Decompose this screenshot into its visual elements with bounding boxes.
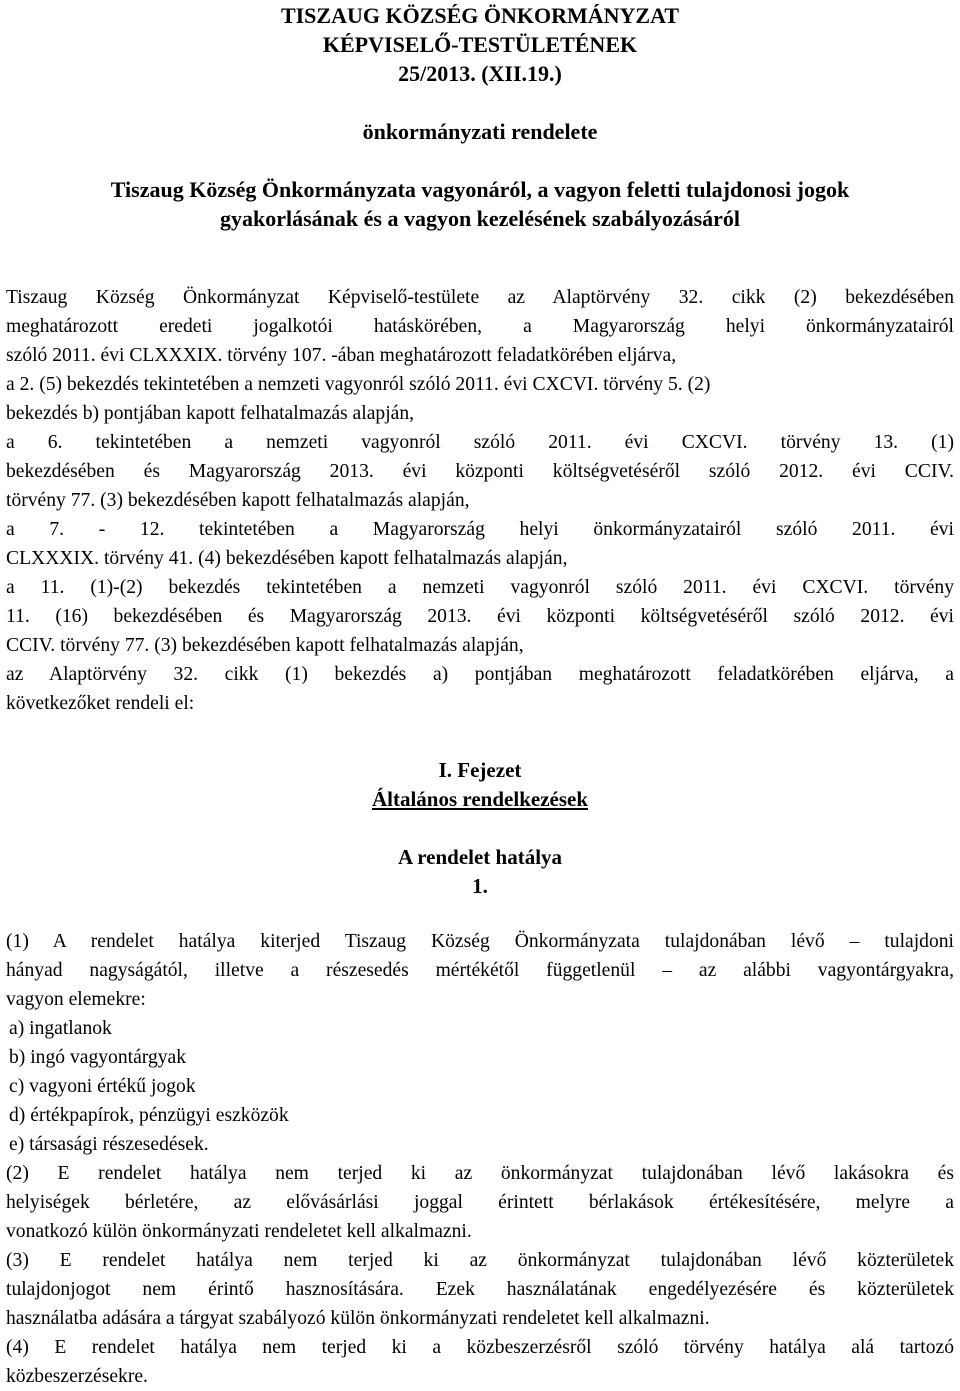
body-line: vagyon elemekre: [6,989,146,1010]
body-line: tulajdonjogot nem érintő hasznosítására. Ezek használatának engedélyezésére és közterületek [6,1279,954,1300]
body-line: (4) E rendelet hatálya nem terjed ki a közbeszerzésről szóló törvény hatálya alá tartozó [6,1337,954,1358]
subject-line-2: gyakorlásának és a vagyon kezelésének szabályozásáról [219,206,741,231]
list-item: d) értékpapírok, pénzügyi eszközök [9,1105,289,1126]
section-body [6,927,954,1391]
preamble-line: CLXXXIX. törvény 41. (4) bekezdésében kapott felhatalmazás alapján, [6,548,568,569]
list-item: c) vagyoni értékű jogok [9,1076,196,1097]
body-line: közbeszerzésekre. [6,1366,148,1387]
decree-number: 25/2013. (XII.19.) [398,61,562,86]
list-item: b) ingó vagyontárgyak [9,1047,187,1068]
preamble-line: a 6. tekintetében a nemzeti vagyonról szóló 2011. évi CXCVI. törvény 13. (1) [6,432,954,453]
chapter-number: I. Fejezet [438,758,522,782]
section-number: 1. [472,874,488,898]
preamble-line: a 2. (5) bekezdés tekintetében a nemzeti vagyonról szóló 2011. évi CXCVI. törvény 5. (2) [6,374,711,395]
body-line: hányad nagyságától, illetve a részesedés mértékétől függetlenül – az alábbi vagyontárgyakra, [6,960,954,981]
body-line: vonatkozó külön önkormányzati rendeletet kell alkalmazni. [6,1221,472,1242]
preamble-line: Tiszaug Község Önkormányzat Képviselő-testülete az Alaptörvény 32. cikk (2) bekezdésében [6,287,954,308]
list-item: e) társasági részesedések. [9,1134,209,1155]
section-title: A rendelet hatálya [397,845,563,869]
preamble-line: bekezdés b) pontjában kapott felhatalmazás alapján, [6,403,415,424]
preamble-line: 11. (16) bekezdésében és Magyarország 2013. évi központi költségvetéséről szóló 2012. évi [6,606,954,627]
preamble-line: szóló 2011. évi CLXXXIX. törvény 107. -ában meghatározott feladatkörében eljárva, [6,345,677,366]
issuer-line-1: TISZAUG KÖZSÉG ÖNKORMÁNYZAT [280,3,680,28]
preamble-line: az Alaptörvény 32. cikk (1) bekezdés a) pontjában meghatározott feladatkörében eljárva, a [6,664,954,685]
body-line: (1) A rendelet hatálya kiterjed Tiszaug Község Önkormányzata tulajdonában lévő – tulajdoni [6,931,954,952]
body-line: használatba adására a tárgyat szabályozó külön önkormányzati rendeletet kell alkalmazni. [6,1308,710,1329]
chapter-title [0,785,960,814]
list-item: a) ingatlanok [9,1018,112,1039]
subject-line-1: Tiszaug Község Önkormányzata vagyonáról, a vagyon feletti tulajdonosi jogok [110,177,850,202]
preamble-line: bekezdésében és Magyarország 2013. évi központi költségvetéséről szóló 2012. évi CCIV. [6,461,954,482]
preamble-line: a 7. - 12. tekintetében a Magyarország helyi önkormányzatairól szóló 2011. évi [6,519,954,540]
preamble-line: következőket rendeli el: [6,693,195,714]
body-line: helyiségek bérletére, az elővásárlási joggal érintett bérlakások értékesítésére, melyre a [6,1192,954,1213]
issuer-line-2: KÉPVISELŐ-TESTÜLETÉNEK [322,32,638,57]
preamble-line: törvény 77. (3) bekezdésében kapott felhatalmazás alapján, [6,490,470,511]
document-type: önkormányzati rendelete [362,119,598,144]
preamble-line: a 11. (1)-(2) bekezdés tekintetében a nemzeti vagyonról szóló 2011. évi CXCVI. törvény [6,577,954,598]
chapter-title-text: Általános rendelkezések [371,787,589,811]
body-line: (2) E rendelet hatálya nem terjed ki az önkormányzat tulajdonában lévő lakásokra és [6,1163,954,1184]
body-line: (3) E rendelet hatálya nem terjed ki az önkormányzat tulajdonában lévő közterületek [6,1250,954,1271]
preamble-line: meghatározott eredeti jogalkotói hatáskörében, a Magyarország helyi önkormányzatairól [6,316,954,337]
preamble [6,283,954,718]
preamble-line: CCIV. törvény 77. (3) bekezdésében kapott felhatalmazás alapján, [6,635,524,656]
